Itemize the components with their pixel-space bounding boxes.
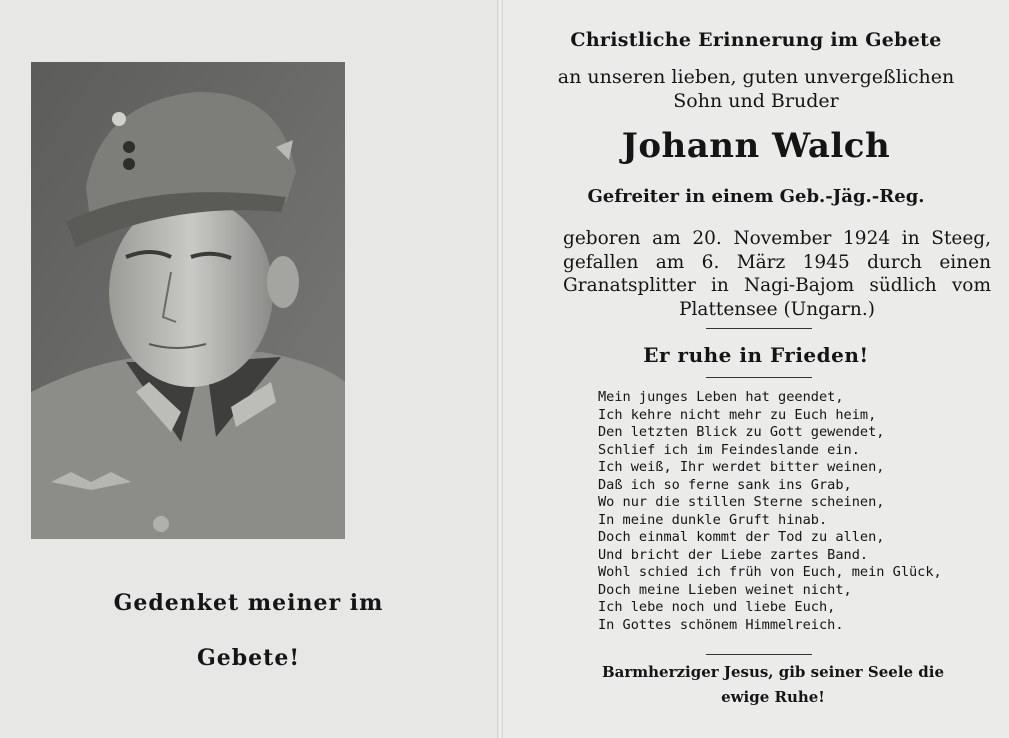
memorial-poem [598, 389, 978, 634]
poem-line: Doch einmal kommt der Tod zu allen, [598, 529, 885, 545]
poem-line: Wohl schied ich früh von Euch, mein Glück, [598, 564, 942, 580]
military-rank: Gefreiter in einem Geb.-Jäg.-Reg. [587, 186, 925, 207]
bio-line: gefallen am 6. März 1945 durch einen [563, 251, 991, 273]
poem-line: Daß ich so ferne sank ins Grab, [598, 476, 852, 493]
poem-line: Ich lebe noch und liebe Euch, [598, 599, 836, 615]
deceased-name: Johann Walch [621, 126, 891, 166]
intro-line-2: Sohn und Bruder [673, 90, 839, 112]
divider-rule [706, 328, 812, 329]
intro-line-1: an unseren lieben, guten unvergeßlichen [557, 66, 955, 88]
poem-line: In Gottes schönem Himmelreich. [598, 616, 844, 633]
bio-line: Granatsplitter in Nagi-Bajom südlich vom [563, 275, 991, 296]
divider-rule [706, 377, 812, 378]
prayer-line-1: Barmherziger Jesus, gib seiner Seele die [601, 663, 945, 681]
rest-in-peace: Er ruhe in Frieden! [643, 343, 869, 367]
bio-line: geboren am 20. November 1924 in Steeg, [563, 228, 991, 249]
gedenket-line-2: Gebete! [197, 645, 300, 671]
bio-line: Plattensee (Ungarn.) [679, 298, 875, 320]
gedenket-line-1: Gedenket meiner im [113, 590, 384, 616]
poem-line: Wo nur die stillen Sterne scheinen, [598, 494, 885, 510]
prayer-line-2: ewige Ruhe! [721, 688, 825, 706]
poem-line: Und bricht der Liebe zartes Band. [598, 546, 869, 563]
poem-line: Mein junges Leben hat geendet, [598, 389, 844, 405]
biography [563, 227, 991, 321]
divider-rule [706, 654, 812, 655]
soldier-portrait-photo [31, 62, 345, 539]
poem-line: In meine dunkle Gruft hinab. [598, 511, 828, 528]
poem-line: Schlief ich im Feindeslande ein. [598, 441, 860, 458]
poem-line: Den letzten Blick zu Gott gewendet, [598, 424, 885, 440]
poem-line: Doch meine Lieben weinet nicht, [598, 581, 852, 598]
poem-line: Ich kehre nicht mehr zu Euch heim, [598, 406, 877, 423]
poem-line: Ich weiß, Ihr werdet bitter weinen, [598, 459, 885, 475]
card-heading: Christliche Erinnerung im Gebete [570, 29, 942, 51]
